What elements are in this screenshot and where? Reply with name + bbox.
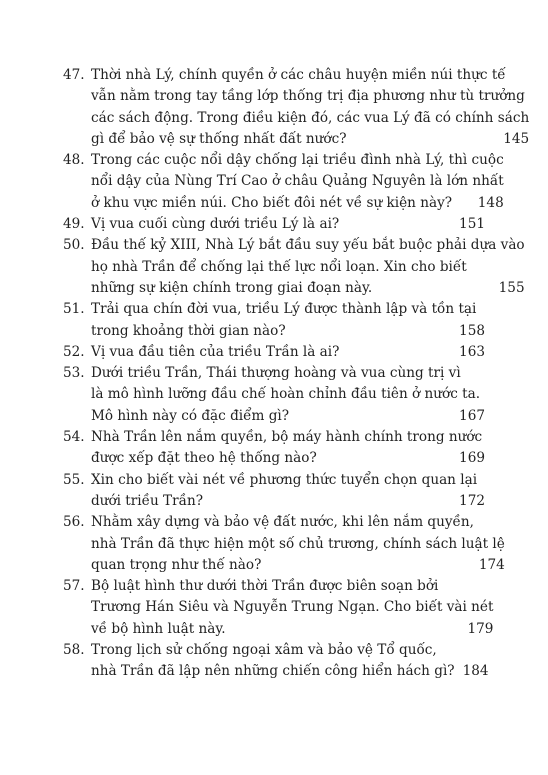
entry-number: 57. — [63, 578, 85, 595]
entry-last-line — [91, 491, 485, 512]
page-number: 167 — [459, 407, 485, 424]
page-number: 163 — [459, 343, 485, 360]
entry-last-line — [91, 661, 489, 682]
entry-question — [91, 512, 505, 576]
page-number: 172 — [459, 492, 485, 509]
entry-line: Bộ luật hình thư dưới thời Trần được biên soạn bởi — [91, 578, 439, 595]
entry-question — [91, 235, 525, 299]
page-number: 148 — [477, 194, 504, 211]
page-number: 174 — [478, 556, 505, 573]
entry-line: Thời nhà Lý, chính quyền ở các châu huyện miền núi thực tế — [91, 67, 506, 83]
entry-question — [91, 470, 485, 513]
entry-question — [91, 214, 485, 235]
entry-line: vẫn nằm trong tay tầng lớp thống trị địa phương như tù trưởng — [91, 88, 525, 105]
entry-question — [91, 640, 489, 683]
entry-question — [91, 363, 485, 427]
entry-question — [91, 65, 529, 150]
table-of-contents — [63, 65, 530, 683]
entry-last-line — [91, 214, 485, 235]
entry-line: nhà Trần đã thực hiện một số chủ trương, chính sách luật lệ — [91, 535, 505, 552]
page-number: 155 — [498, 279, 525, 296]
entry-line: Nhà Trần lên nắm quyền, bộ máy hành chính trong nước — [91, 429, 483, 446]
page-number: 184 — [462, 663, 489, 680]
toc-entry — [63, 342, 485, 363]
entry-line: dưới triều Trần? — [91, 492, 203, 509]
entry-question — [91, 299, 485, 342]
entry-question — [91, 576, 493, 640]
entry-line: họ nhà Trần để chống lại thế lực nổi loạn. Xin cho biết — [91, 258, 467, 275]
entry-line: Trương Hán Siêu và Nguyễn Trung Ngạn. Cho biết vài nét — [91, 599, 494, 616]
entry-number: 56. — [63, 514, 85, 531]
entry-last-line — [91, 448, 485, 469]
entry-question — [91, 150, 504, 214]
entry-last-line — [91, 129, 529, 150]
page-number: 169 — [459, 450, 485, 467]
entry-number: 54. — [63, 429, 85, 446]
entry-line: nổi dậy của Nùng Trí Cao ở châu Quảng Nguyên là lớn nhất — [91, 173, 504, 190]
page-number: 158 — [459, 322, 485, 339]
entry-line: Trải qua chín đời vua, triều Lý được thành lập và tồn tại — [91, 301, 477, 318]
entry-number: 47. — [63, 67, 85, 83]
entry-last-line — [91, 555, 505, 576]
entry-line: ở khu vực miền núi. Cho biết đôi nét về sự kiện này? — [91, 194, 453, 211]
toc-entry — [63, 576, 494, 640]
toc-entry — [63, 470, 485, 513]
toc-entry — [63, 214, 485, 235]
toc-entry — [63, 299, 485, 342]
entry-last-line — [91, 321, 485, 342]
entry-line: nhà Trần đã lập nên những chiến công hiển hách gì? — [91, 663, 455, 680]
entry-last-line — [91, 619, 493, 640]
entry-line: được xếp đặt theo hệ thống nào? — [91, 450, 317, 467]
entry-line: các sách động. Trong điều kiện đó, các vua Lý đã có chính sách — [91, 109, 530, 126]
entry-last-line — [91, 193, 504, 214]
entry-number: 55. — [63, 471, 85, 488]
toc-entry — [63, 640, 489, 683]
entry-number: 50. — [63, 237, 85, 254]
entry-question — [91, 427, 485, 470]
page-number: 179 — [467, 620, 494, 637]
entry-line: Đầu thế kỷ XIII, Nhà Lý bắt đầu suy yếu bắt buộc phải dựa vào — [91, 237, 525, 254]
toc-entry — [63, 363, 485, 427]
entry-number: 58. — [63, 642, 85, 659]
entry-number: 48. — [63, 152, 85, 169]
entry-number: 53. — [63, 365, 85, 382]
entry-line: là mô hình lưỡng đầu chế hoàn chỉnh đầu tiên ở nước ta. — [91, 386, 481, 403]
toc-entry — [63, 235, 525, 299]
entry-line: Dưới triều Trần, Thái thượng hoàng và vua cùng trị vì — [91, 365, 461, 382]
toc-entry — [63, 150, 504, 214]
entry-line: Nhằm xây dựng và bảo vệ đất nước, khi lên nắm quyền, — [91, 514, 474, 531]
entry-last-line — [91, 342, 485, 363]
entry-line: Vị vua cuối cùng dưới triều Lý là ai? — [91, 216, 340, 233]
toc-entry — [63, 65, 530, 150]
entry-line: Trong các cuộc nổi dậy chống lại triều đình nhà Lý, thì cuộc — [91, 152, 504, 169]
entry-line: gì để bảo vệ sự thống nhất đất nước? — [91, 130, 347, 147]
entry-question — [91, 342, 485, 363]
entry-number: 49. — [63, 216, 85, 233]
entry-line: những sự kiện chính trong giai đoạn này. — [91, 279, 373, 296]
page-number: 145 — [503, 130, 530, 147]
entry-number: 52. — [63, 343, 85, 360]
entry-line: quan trọng như thế nào? — [91, 556, 262, 573]
entry-line: Xin cho biết vài nét về phương thức tuyển chọn quan lại — [91, 471, 478, 488]
entry-line: Mô hình này có đặc điểm gì? — [91, 407, 290, 424]
entry-line: trong khoảng thời gian nào? — [91, 322, 286, 339]
entry-last-line — [91, 406, 485, 427]
toc-entry — [63, 427, 485, 470]
entry-number: 51. — [63, 301, 85, 318]
page-number: 151 — [459, 216, 485, 233]
entry-line: Trong lịch sử chống ngoại xâm và bảo vệ Tổ quốc, — [91, 642, 437, 659]
toc-entry — [63, 512, 505, 576]
entry-line: về bộ hình luật này. — [91, 620, 226, 637]
entry-line: Vị vua đầu tiên của triều Trần là ai? — [91, 343, 340, 360]
entry-last-line — [91, 278, 525, 299]
